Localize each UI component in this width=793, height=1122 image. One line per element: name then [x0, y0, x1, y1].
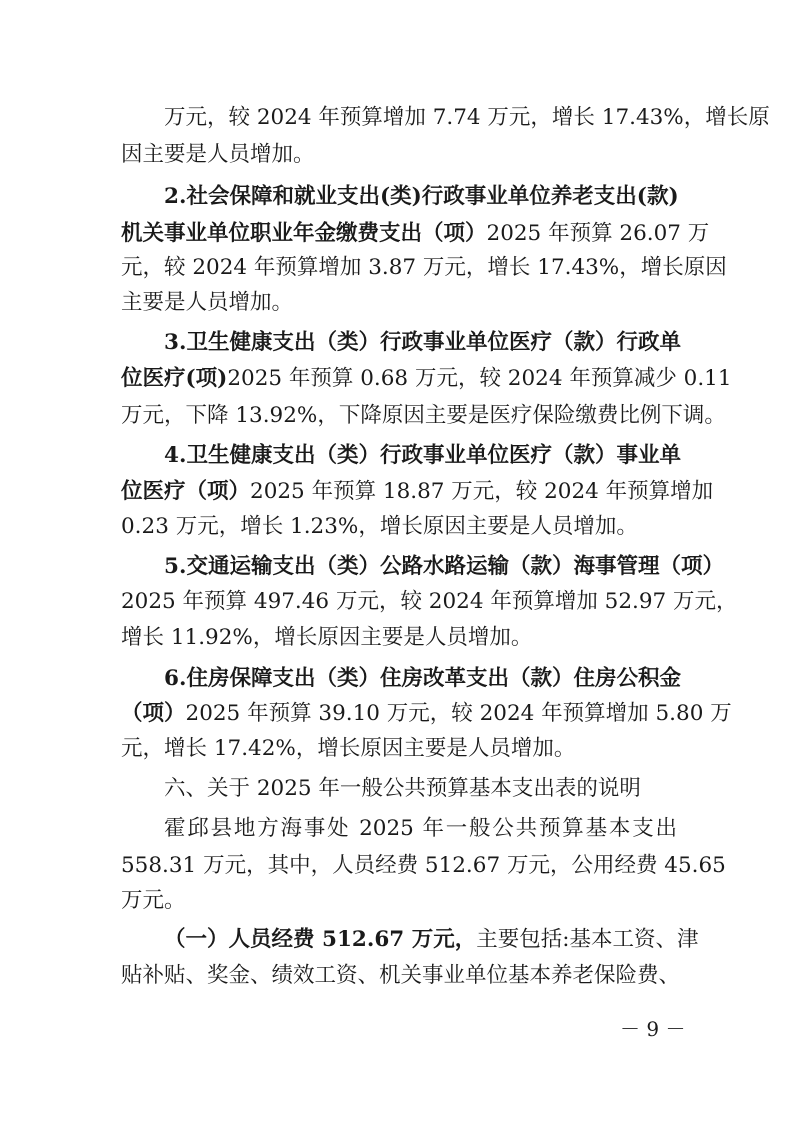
- body-text: 元，增长 17.42%，增长原因主要是人员增加。: [121, 736, 576, 761]
- text-line: [121, 584, 738, 620]
- bold-text: 位医疗(项): [121, 366, 228, 391]
- body-text: 霍邱县地方海事处 2025 年一般公共预算基本支出: [164, 816, 677, 841]
- body-text: 增长 11.92%，增长原因主要是人员增加。: [121, 625, 533, 650]
- bold-text: 5.交通运输支出（类）公路水路运输（款）海事管理（项）: [164, 554, 724, 579]
- page-number: － 9 －: [620, 1017, 686, 1041]
- text-line: [121, 474, 714, 510]
- body-text: 2025 年预算 26.07 万: [486, 221, 710, 246]
- text-line: [121, 250, 727, 286]
- text-line: [164, 179, 677, 215]
- text-line: [164, 325, 681, 361]
- text-line: [164, 811, 677, 847]
- text-line: [121, 848, 726, 884]
- body-text: 万元，下降 13.92%，下降原因主要是医疗保险缴费比例下调。: [121, 403, 726, 428]
- text-line: [164, 771, 677, 807]
- bold-text: 4.卫生健康支出（类）行政事业单位医疗（款）事业单: [164, 443, 681, 468]
- text-line: [121, 398, 726, 434]
- body-text: 贴补贴、奖金、绩效工资、机关事业单位基本养老保险费、: [121, 963, 681, 988]
- text-line: [121, 361, 732, 397]
- bold-text: （项）: [121, 701, 186, 726]
- text-line: [164, 438, 681, 474]
- body-text: 2025 年预算 18.87 万元，较 2024 年预算增加: [250, 479, 714, 504]
- bold-text: 3.卫生健康支出（类）行政事业单位医疗（款）行政单: [164, 330, 681, 355]
- bold-text: 位医疗（项）: [121, 479, 251, 504]
- text-line: [121, 620, 677, 656]
- text-line: [121, 883, 677, 919]
- body-text: 主要是人员增加。: [121, 290, 294, 315]
- body-text: 万元。: [121, 888, 186, 913]
- body-text: 主要包括:基本工资、津: [476, 927, 699, 952]
- body-text: 元，较 2024 年预算增加 3.87 万元，增长 17.43%，增长原因: [121, 255, 727, 280]
- text-line: [164, 661, 681, 697]
- bold-text: （一）人员经费 512.67 万元，: [164, 927, 477, 952]
- body-text: 2025 年预算 39.10 万元，较 2024 年预算增加 5.80 万: [185, 701, 732, 726]
- body-text: 因主要是人员增加。: [121, 142, 315, 167]
- bold-text: 6.住房保障支出（类）住房改革支出（款）住房公积金: [164, 666, 681, 691]
- body-text: 0.23 万元，增长 1.23%，增长原因主要是人员增加。: [121, 514, 638, 539]
- text-line: [121, 731, 677, 767]
- bold-text: 2.社会保障和就业支出(类)行政事业单位养老支出(款): [164, 184, 679, 209]
- text-line: [121, 509, 677, 545]
- text-line: [164, 549, 724, 585]
- body-text: 万元，较 2024 年预算增加 7.74 万元，增长 17.43%，增长原: [164, 105, 770, 130]
- text-line: [121, 216, 710, 252]
- text-line: [121, 958, 681, 994]
- text-line: [164, 100, 770, 136]
- text-line: [121, 696, 732, 732]
- bold-text: 机关事业单位职业年金缴费支出（项）: [121, 221, 487, 246]
- body-text: 六、关于 2025 年一般公共预算基本支出表的说明: [164, 776, 641, 801]
- text-line: [121, 285, 677, 321]
- body-text: 558.31 万元，其中，人员经费 512.67 万元，公用经费 45.65: [121, 853, 726, 878]
- body-text: 2025 年预算 497.46 万元，较 2024 年预算增加 52.97 万元，: [121, 589, 738, 614]
- text-line: [121, 137, 677, 173]
- text-line: [164, 922, 699, 958]
- body-text: 2025 年预算 0.68 万元，较 2024 年预算减少 0.11: [227, 366, 732, 391]
